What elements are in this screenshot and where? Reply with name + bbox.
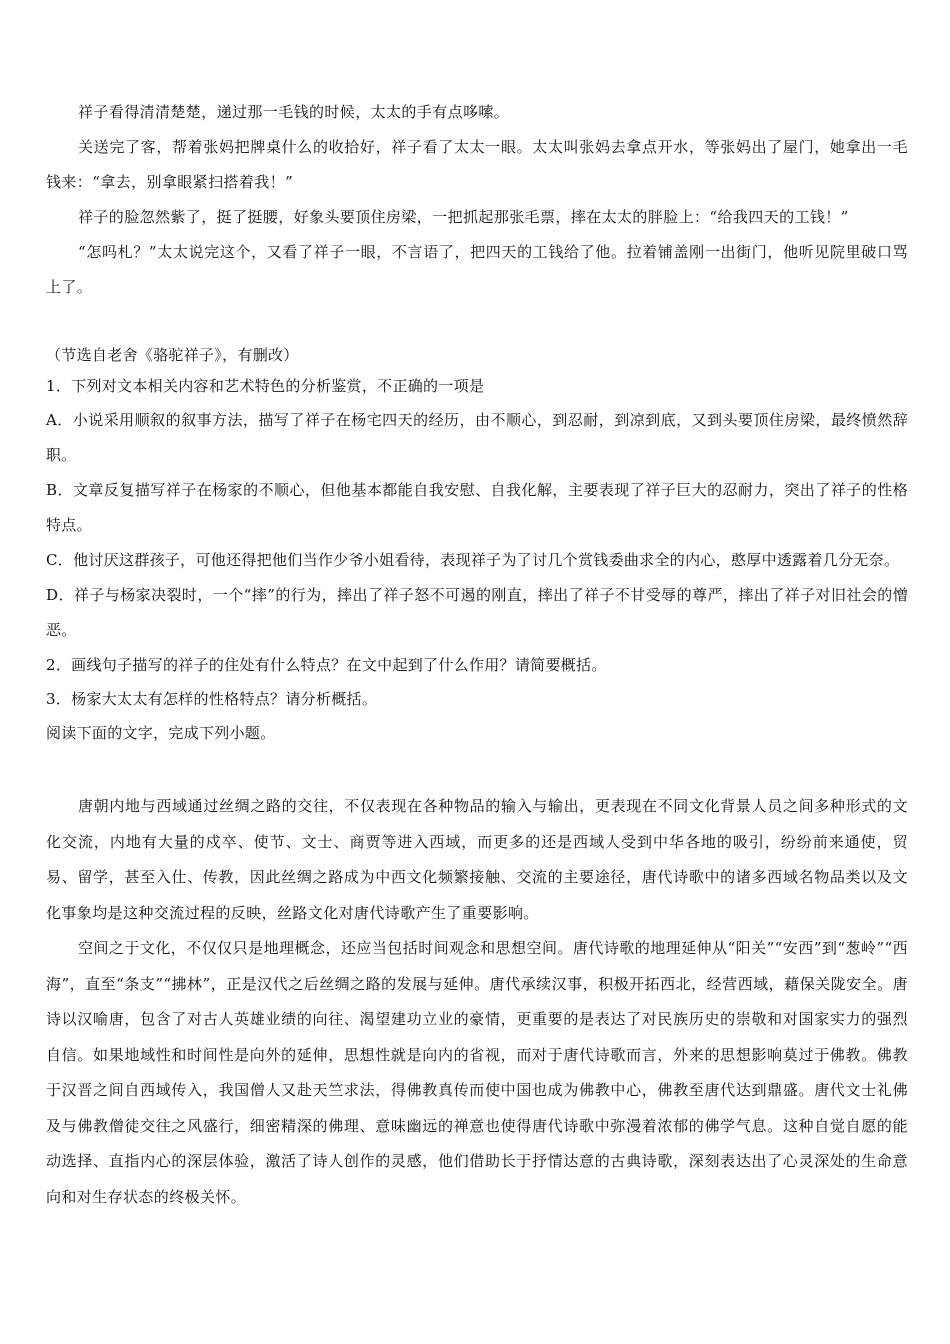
question-1: 1．下列对文本相关内容和艺术特色的分析鉴赏，不正确的一项是: [46, 377, 485, 395]
option-b: B．文章反复描写祥子在杨家的不顺心，但他基本都能自我安慰、自我化解，主要表现了祥子巨大的忍耐力，突出了祥子的性格特点。: [46, 481, 908, 534]
reading-paragraph-1: 唐朝内地与西域通过丝绸之路的交往，不仅表现在各种物品的输入与输出，更表现在不同文化背景人员之间多种形式的文化交流，内地有大量的戍卒、使节、文士、商贾等进入西域，而更多的还是西域人受到中华各地的吸引，纷纷前来通使，贸易、留学，甚至入仕、传教，因此丝绸之路成为中西文化频繁接触、交流的主要途径，唐代诗歌中的诸多西域名物品类以及文化事象均是这种交流过程的反映，丝路文化对唐代诗歌产生了重要影响。: [46, 797, 908, 922]
questions-block: [46, 340, 908, 750]
question-2: 2．画线句子描写的祥子的住处有什么特点？在文中起到了什么作用？请简要概括。: [46, 656, 607, 674]
option-d: D．祥子与杨家决裂时，一个“摔”的行为，摔出了祥子怒不可遏的刚直，摔出了祥子不甘受辱的尊严，摔出了祥子对旧社会的憎恶。: [46, 586, 908, 639]
option-c: C．他讨厌这群孩子，可他还得把他们当作少爷小姐看待，表现祥子为了讨几个赏钱委曲求全的内心，憨厚中透露着几分无奈。: [46, 551, 900, 569]
source-note: （节选自老舍《骆驼祥子》，有删改）: [46, 346, 299, 364]
reading-passage: [46, 789, 908, 1215]
story-excerpt: [46, 95, 908, 305]
story-paragraph-1: 祥子看得清清楚楚，递过那一毛钱的时候，太太的手有点哆嗦。: [78, 103, 510, 121]
story-paragraph-4: “怎吗札？”太太说完这个，又看了祥子一眼，不言语了，把四天的工钱给了他。拉着铺盖刚一出街门，他听见院里破口骂上了。: [46, 243, 908, 296]
reading-intro: 阅读下面的文字，完成下列小题。: [46, 724, 276, 742]
reading-paragraph-2: 空间之于文化，不仅仅只是地理概念，还应当包括时间观念和思想空间。唐代诗歌的地理延伸从“阳关”“安西”到“葱岭”“西海”，直至“条支”“拂林”，正是汉代之后丝绸之路的发展与延伸。唐代承续汉事，积极开拓西北，经营西域，藉保关陇安全。唐诗以汉喻唐，包含了对古人英雄业绩的向往、渴望建功立业的豪情，更重要的是表达了对民族历史的崇敬和对国家实力的强烈自信。如果地域性和时间性是向外的延伸，思想性就是向内的省视，而对于唐代诗歌而言，外来的思想影响莫过于佛教。佛教于汉晋之间自西域传入，我国僧人又赴天竺求法，得佛教真传而使中国也成为佛教中心，佛教至唐代达到鼎盛。唐代文士礼佛及与佛教僧徒交往之风盛行，细密精深的佛理、意味幽远的禅意也使得唐代诗歌中弥漫着浓郁的佛学气息。这种自觉自愿的能动选择、直指内心的深层体验，激活了诗人创作的灵感，他们借助长于抒情达意的古典诗歌，深刻表达出了心灵深处的生命意向和对生存状态的终极关怀。: [46, 939, 908, 1206]
option-a: A．小说采用顺叙的叙事方法，描写了祥子在杨宅四天的经历，由不顺心，到忍耐，到凉到底，又到头要顶住房梁，最终愤然辞职。: [46, 411, 908, 464]
story-paragraph-3: 祥子的脸忽然紫了，挺了挺腰，好象头要顶住房梁，一把抓起那张毛票，摔在太太的胖脸上：“给我四天的工钱！”: [78, 208, 849, 226]
story-paragraph-2: 关送完了客，帮着张妈把牌桌什么的收拾好，祥子看了太太一眼。太太叫张妈去拿点开水，等张妈出了屋门，她拿出一毛钱来：“拿去，别拿眼紧扫搭着我！”: [46, 138, 908, 191]
question-3: 3．杨家大太太有怎样的性格特点？请分析概括。: [46, 690, 378, 708]
